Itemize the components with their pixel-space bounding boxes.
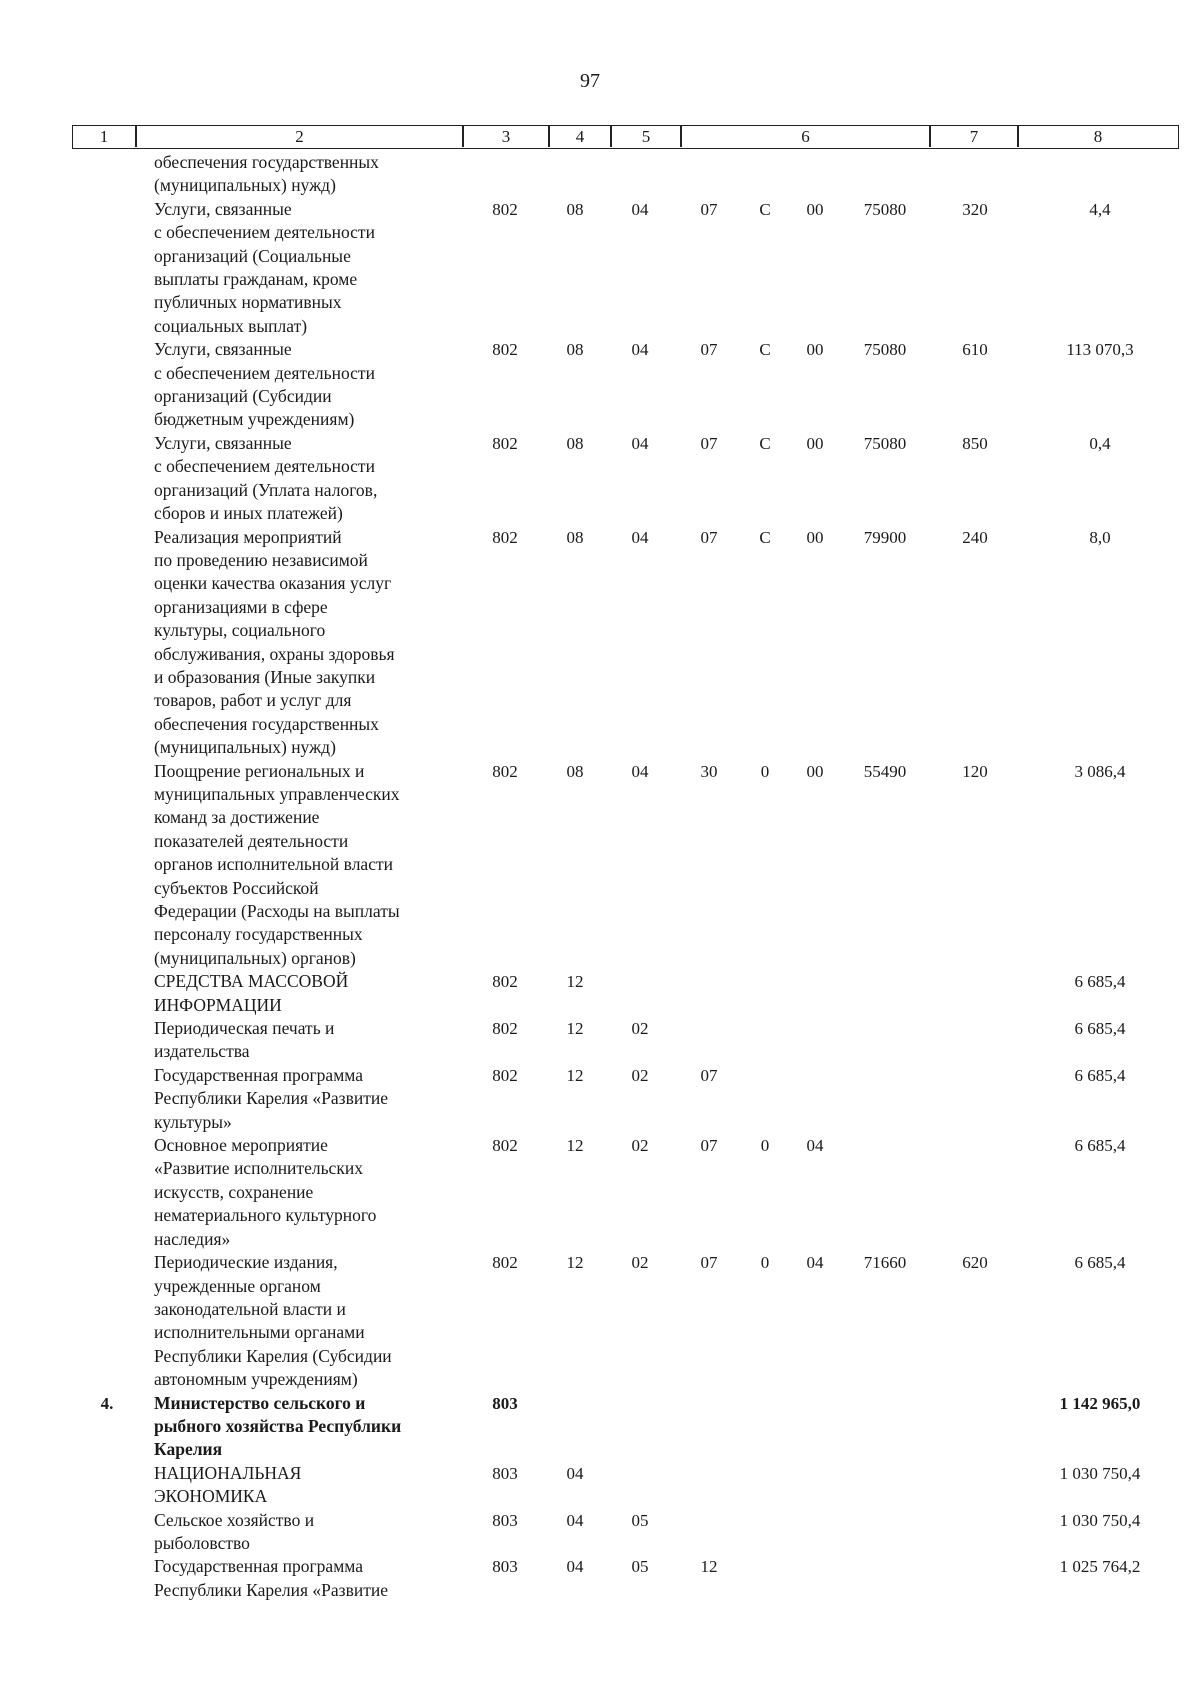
code-program: 12 [700,1557,718,1577]
description-line: Услуги, связанные [154,339,292,360]
description-line: Республики Карелия «Развитие [154,1088,388,1109]
code-subprogram: 0 [760,1136,770,1156]
description-line: Реализация мероприятий [154,526,342,547]
row-description [154,198,454,338]
description-line: культуры» [154,1111,232,1132]
code-event: 04 [806,1253,824,1273]
description-line: оценки качества оказания услуг [154,573,392,594]
code-subsection: 02 [631,1253,649,1273]
code-ministry: 802 [492,1136,518,1156]
description-line: (муниципальных) нужд) [154,175,336,196]
table-row [0,1251,1200,1391]
code-ministry: 802 [492,199,518,219]
description-line: Периодические издания, [154,1252,338,1273]
code-section: 04 [566,1463,584,1483]
row-description [154,1064,454,1134]
table-row [0,198,1200,338]
table-row [0,338,1200,432]
description-line: издательства [154,1041,250,1062]
code-section: 12 [566,1019,584,1039]
header-col-6: 6 [801,127,810,146]
table-row [0,1509,1200,1556]
amount: 6 685,4 [1074,972,1126,992]
code-section: 12 [566,972,584,992]
amount: 3 086,4 [1074,761,1126,781]
table-row [0,1134,1200,1251]
row-number: 4. [100,1393,114,1413]
description-line: ИНФОРМАЦИИ [154,994,282,1015]
code-subsection: 04 [631,199,649,219]
description-line: по проведению независимой [154,549,368,570]
header-col-8: 8 [1093,127,1103,146]
row-description [154,432,454,526]
description-line: Министерство сельского и [154,1392,366,1413]
description-line: «Развитие исполнительских [154,1158,363,1179]
description-line: публичных нормативных [154,292,342,313]
row-description [154,1251,454,1391]
code-section: 04 [566,1510,584,1530]
amount: 6 685,4 [1074,1253,1126,1273]
table-body [0,151,1200,1602]
description-line: обслуживания, охраны здоровья [154,643,395,664]
description-line: Государственная программа [154,1556,363,1577]
code-direction: 75080 [863,340,907,360]
code-subsection: 04 [631,761,649,781]
code-program: 07 [700,433,718,453]
code-direction: 71660 [863,1253,907,1273]
amount: 6 685,4 [1074,1065,1126,1085]
code-direction: 55490 [863,761,907,781]
description-line: организаций (Социальные [154,245,351,266]
code-event: 00 [806,199,824,219]
code-subsection: 02 [631,1065,649,1085]
code-expense-type: 610 [962,340,988,360]
description-line: Республики Карелия «Развитие [154,1579,388,1600]
description-line: обеспечения государственных [154,152,379,172]
code-expense-type: 620 [962,1253,988,1273]
description-line: органов исполнительной власти [154,854,393,875]
code-subsection: 04 [631,340,649,360]
code-subsection: 02 [631,1136,649,1156]
amount: 1 142 965,0 [1059,1393,1141,1413]
description-line: учрежденные органом [154,1275,321,1296]
code-ministry: 802 [492,761,518,781]
amount: 0,4 [1089,433,1111,453]
amount: 6 685,4 [1074,1019,1126,1039]
code-subsection: 04 [631,433,649,453]
description-line: НАЦИОНАЛЬНАЯ [154,1462,302,1483]
code-section: 12 [566,1136,584,1156]
code-program: 30 [700,761,718,781]
description-line: Услуги, связанные [154,432,292,453]
code-ministry: 802 [492,1065,518,1085]
code-subsection: 05 [631,1510,649,1530]
code-expense-type: 320 [962,199,988,219]
table-row [0,1462,1200,1509]
description-line: команд за достижение [154,807,320,828]
code-expense-type: 850 [962,433,988,453]
code-ministry: 802 [492,340,518,360]
description-line: СРЕДСТВА МАССОВОЙ [154,971,349,992]
description-line: ЭКОНОМИКА [154,1486,268,1507]
code-program: 07 [700,199,718,219]
description-line: Федерации (Расходы на выплаты [154,901,400,921]
description-line: обеспечения государственных [154,713,379,734]
description-line: Периодическая печать и [154,1018,335,1039]
description-line: Государственная программа [154,1064,363,1085]
code-section: 08 [566,527,584,547]
description-line: с обеспечением деятельности [154,222,375,243]
code-program: 07 [700,340,718,360]
code-ministry: 803 [492,1393,518,1413]
header-col-7: 7 [969,127,979,146]
code-subsection: 04 [631,527,649,547]
code-direction: 75080 [863,433,907,453]
description-line: Республики Карелия (Субсидии [154,1345,392,1366]
code-section: 04 [566,1557,584,1577]
code-ministry: 802 [492,527,518,547]
description-line: с обеспечением деятельности [154,362,375,383]
code-event: 00 [806,527,824,547]
code-ministry: 802 [492,972,518,992]
description-line: Основное мероприятие [154,1135,328,1156]
description-line: организаций (Субсидии [154,386,332,407]
description-line: (муниципальных) нужд) [154,737,336,758]
description-line: Услуги, связанные [154,198,292,219]
code-subsection: 02 [631,1019,649,1039]
code-program: 07 [700,527,718,547]
table-row [0,151,1200,198]
code-program: 07 [700,1136,718,1156]
amount: 4,4 [1089,199,1111,219]
code-subprogram: 0 [760,1253,770,1273]
page-number: 97 [580,70,600,92]
amount: 1 030 750,4 [1059,1510,1141,1530]
description-line: исполнительными органами [154,1322,365,1343]
code-event: 04 [806,1136,824,1156]
code-subprogram: 0 [760,761,770,781]
code-section: 08 [566,433,584,453]
description-line: нематериального культурного [154,1205,377,1226]
description-line: Сельское хозяйство и [154,1509,315,1530]
description-line: персоналу государственных [154,924,363,945]
row-description [154,760,454,971]
header-col-3: 3 [501,127,511,146]
header-col-4: 4 [575,127,585,146]
description-line: организациями в сфере [154,596,328,617]
table-row [0,970,1200,1017]
code-expense-type: 240 [962,527,988,547]
description-line: товаров, работ и услуг для [154,690,352,711]
code-section: 08 [566,199,584,219]
row-description [154,151,454,198]
description-line: искусств, сохранение [154,1181,314,1202]
description-line: показателей деятельности [154,830,349,851]
row-description [154,1392,454,1462]
code-ministry: 803 [492,1557,518,1577]
code-ministry: 803 [492,1510,518,1530]
description-line: организаций (Уплата налогов, [154,479,378,500]
row-description [154,338,454,432]
code-section: 12 [566,1253,584,1273]
code-subprogram: С [759,433,771,453]
code-program: 07 [700,1253,718,1273]
description-line: социальных выплат) [154,315,308,336]
description-line: Карелия [154,1439,223,1460]
code-section: 12 [566,1065,584,1085]
description-line: автономным учреждениям) [154,1369,358,1390]
amount: 8,0 [1089,527,1111,547]
table-row [0,760,1200,971]
header-col-5: 5 [641,127,651,146]
description-line: субъектов Российской [154,877,319,898]
code-event: 00 [806,433,824,453]
table-row [0,1064,1200,1134]
amount: 1 025 764,2 [1059,1557,1141,1577]
row-description [154,1017,454,1064]
code-program: 07 [700,1065,718,1085]
amount: 6 685,4 [1074,1136,1126,1156]
description-line: бюджетным учреждениям) [154,409,355,430]
description-line: наследия» [154,1228,231,1249]
description-line: культуры, социального [154,620,326,641]
row-description [154,1134,454,1251]
code-event: 00 [806,761,824,781]
amount: 1 030 750,4 [1059,1463,1141,1483]
description-line: выплаты гражданам, кроме [154,269,358,290]
description-line: сборов и иных платежей) [154,503,343,524]
row-description [154,970,454,1017]
row-description [154,1555,454,1602]
amount: 113 070,3 [1066,340,1134,360]
header-col-1: 1 [99,127,109,146]
row-description [154,1462,454,1509]
code-subsection: 05 [631,1557,649,1577]
description-line: рыбного хозяйства Республики [154,1415,402,1436]
code-subprogram: С [759,199,771,219]
code-event: 00 [806,340,824,360]
table-row [0,1392,1200,1462]
description-line: и образования (Иные закупки [154,666,376,687]
code-direction: 79900 [863,527,907,547]
table-row [0,1017,1200,1064]
code-ministry: 803 [492,1463,518,1483]
code-ministry: 802 [492,1253,518,1273]
code-section: 08 [566,761,584,781]
code-section: 08 [566,340,584,360]
description-line: (муниципальных) органов) [154,947,356,968]
code-ministry: 802 [492,433,518,453]
code-direction: 75080 [863,199,907,219]
code-expense-type: 120 [962,761,988,781]
table-row [0,526,1200,760]
description-line: рыболовство [154,1532,250,1553]
table-row [0,432,1200,526]
code-subprogram: С [759,527,771,547]
code-subprogram: С [759,340,771,360]
header-col-2: 2 [295,127,304,146]
description-line: муниципальных управленческих [154,783,400,804]
table-row [0,1555,1200,1602]
table-header [72,125,1179,149]
description-line: Поощрение региональных и [154,760,365,781]
description-line: с обеспечением деятельности [154,456,375,477]
row-description [154,1509,454,1556]
description-line: законодательной власти и [154,1298,346,1319]
code-ministry: 802 [492,1019,518,1039]
row-description [154,526,454,760]
